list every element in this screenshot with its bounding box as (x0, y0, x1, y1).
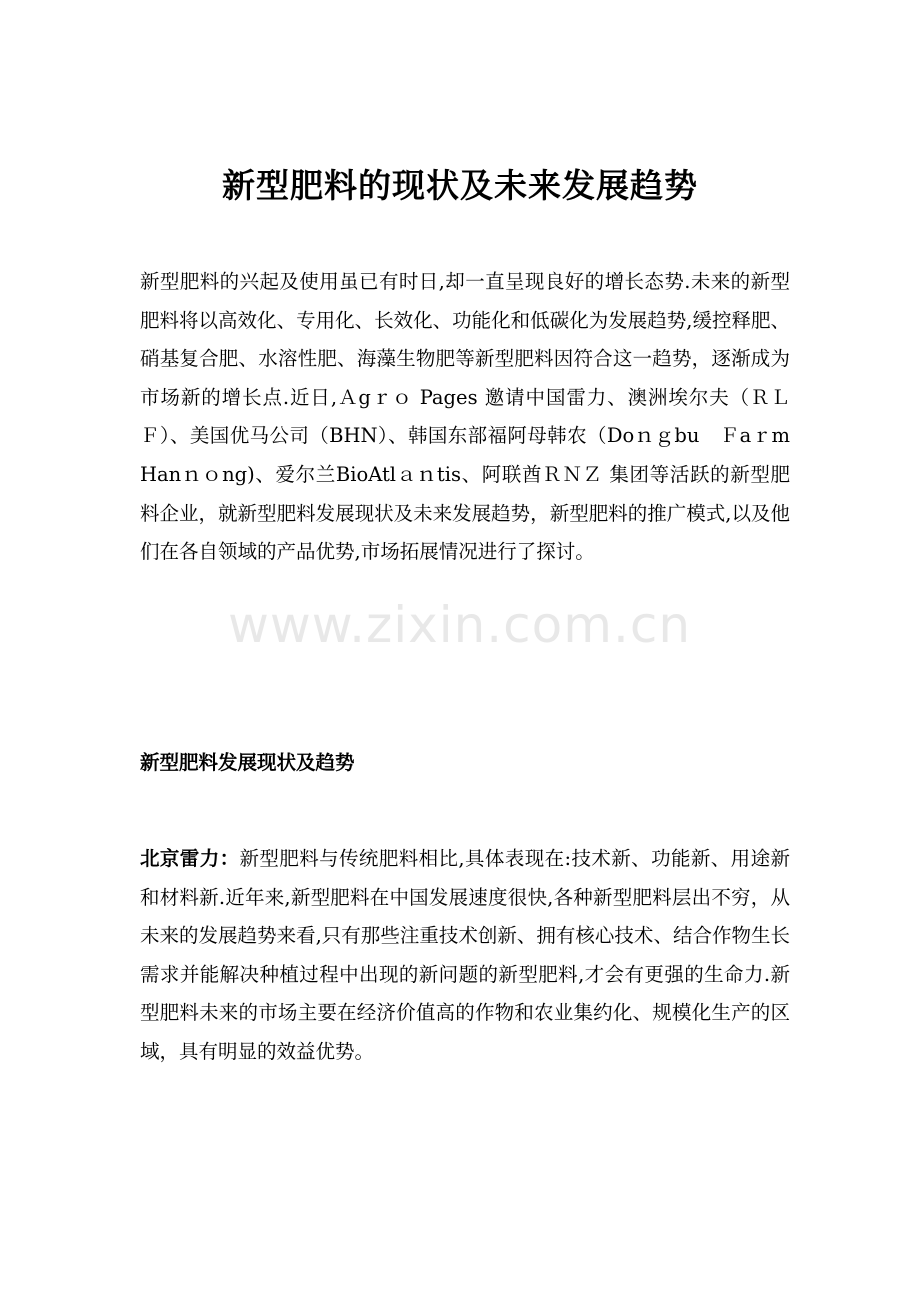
intro-paragraph: 新型肥料的兴起及使用虽已有时日,却一直呈现良好的增长态势.未来的新型肥料将以高效化、专用化、长效化、功能化和低碳化为发展趋势,缓控释肥、硝基复合肥、水溶性肥、海藻生物肥等新型肥料因符合这一趋势，逐渐成为市场新的增长点.近日,Ａgｒｏ Pages 邀请中国雷力、澳洲埃尔夫（ＲＬＦ）、美国优马公司（BHN）、韩国东部福阿母韩农（Doｎｇbu Ｆaｒm Hanｎｏng)、爱尔兰BioAtlａｎtis、阿联酋ＲＮＺ 集团等活跃的新型肥料企业，就新型肥料发展现状及未来发展趋势，新型肥料的推广模式,以及他们在各自领域的产品优势,市场拓展情况进行了探讨。 (140, 270, 810, 564)
document-title: 新型肥料的现状及未来发展趋势 (222, 166, 698, 205)
beijing-leili-lead: 北京雷力： (140, 847, 240, 870)
watermark: www.zixin.com.cn (228, 596, 692, 654)
beijing-leili-text: 新型肥料与传统肥料相比,具体表现在:技术新、功能新、用途新和材料新.近年来,新型肥料在中国发展速度很快,各种新型肥料层出不穷，从未来的发展趋势来看,只有那些注重技术创新、拥有核心技术、结合作物生长需求并能解决种植过程中出现的新问题的新型肥料,才会有更强的生命力.新型肥料未来的市场主要在经济价值高的作物和农业集约化、规模化生产的区域，具有明显的效益优势。 (140, 847, 790, 1063)
beijing-leili-paragraph (140, 840, 790, 1072)
section-heading: 新型肥料发展现状及趋势 (140, 751, 355, 774)
